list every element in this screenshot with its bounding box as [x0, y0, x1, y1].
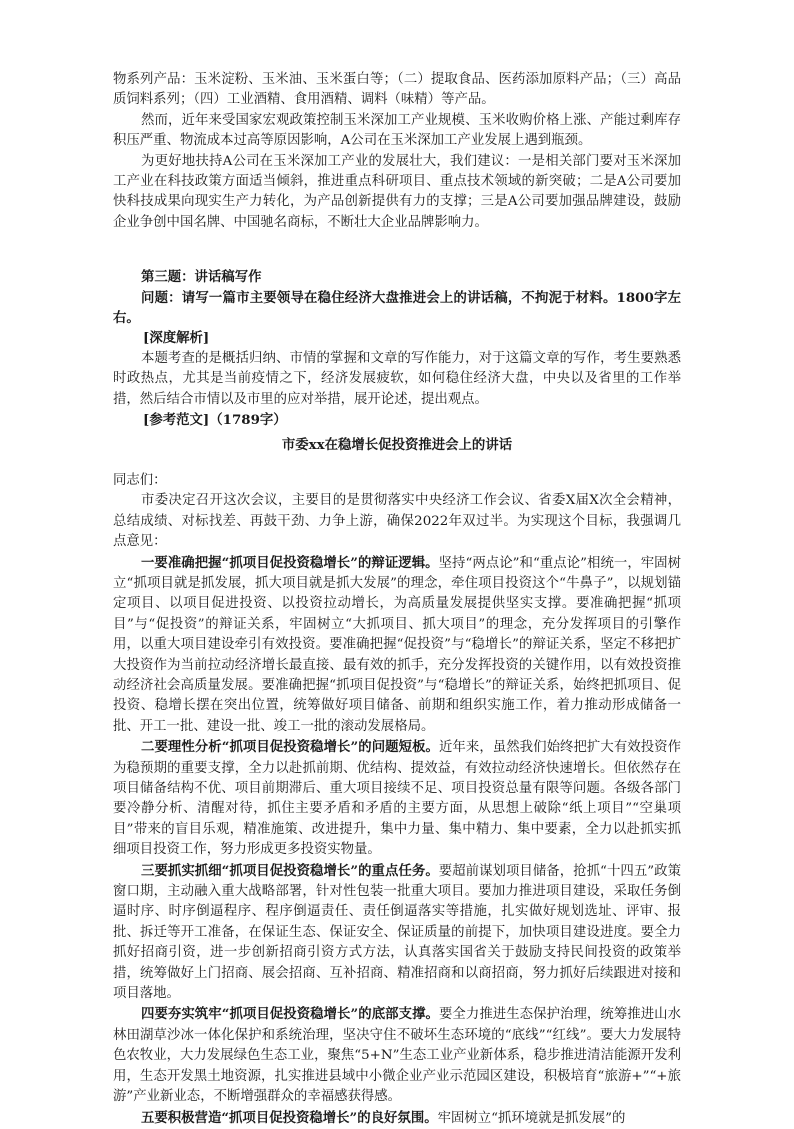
point-lead: 五要积极营造“抓项目促投资稳增长”的良好氛围。 — [141, 1109, 438, 1126]
document-body — [113, 70, 681, 1129]
intro-paragraph: 然而，近年来受国家宏观政策控制玉米深加工产业规模、玉米收购价格上涨、产能过剩库存积压严重、物流成本过高等原因影响，A公司在玉米深加工产业发展上遇到瓶颈。 — [113, 112, 681, 149]
analysis-label: [深度解析] — [143, 330, 210, 347]
point-paragraph — [113, 1004, 681, 1107]
point-body: 坚持“两点论”和“重点论”相统一，牢固树立“抓项目就是抓发展，抓大项目就是抓大发展”的理念，牵住项目投资这个“牛鼻子”，以规划锚定项目、以项目促进投资、以投资拉动增长，为高质量发展提供坚实支撑。要准确把握“抓项目”与“促投资”的辩证关系，牢固树立“大抓项目、抓大项目”的理念，充分发挥项目的引擎作用，以重大项目建设牵引有效投资。要准确把握“促投资”与“稳增长”的辩证关系，坚定不移把扩大投资作为当前拉动经济增长最直接、最有效的抓手，充分发挥投资的关键作用，以有效投资推动经济社会高质量发展。要准确把握“抓项目促投资”与“稳增长”的辩证关系，始终把抓项目、促投资、稳增长摆在突出位置，统筹做好项目储备、前期和组织实施工作，着力推动形成储备一批、开工一批、建设一批、竣工一批的滚动发展格局。 — [113, 555, 682, 734]
spacer — [113, 233, 681, 267]
point-lead: 二要理性分析“抓项目促投资稳增长”的问题短板。 — [141, 739, 439, 756]
point-paragraph — [113, 737, 681, 860]
intro-paragraph: 为更好地扶持A公司在玉米深加工产业的发展壮大，我们建议：一是相关部门要对玉米深加工产业在科技政策方面适当倾斜，推进重点科研项目、重点技术领域的新突破；二是A公司要加快科技成果向现实生产力转化，为产品创新提供有力的支撑；三是A公司要加强品牌建设，鼓励企业争创中国名牌、中国驰名商标，不断壮大企业品牌影响力。 — [113, 153, 681, 230]
point-lead: 一要准确把握“抓项目促投资稳增长”的辩证逻辑。 — [141, 554, 439, 571]
section-heading: 第三题：讲话稿写作 — [141, 269, 262, 286]
point-body: 牢固树立“抓环境就是抓发展”的 — [437, 1110, 626, 1126]
point-body: 近年来，虽然我们始终把扩大有效投资作为稳预期的重要支撑，全力以赴抓前期、优结构、提效益，有效拉动经济快速增长。但依然存在项目储备结构不优、项目前期滞后、重大项目接续不足、项目投资总量有限等问题。各级各部门要冷静分析、清醒对待，抓住主要矛盾和矛盾的主要方面，从思想上破除“纸上项目”“空巢项目”带来的盲目乐观，精准施策、改进提升，集中力量、集中精力、集中要素，全力以赴抓实抓细项目投资工作，努力形成更多投资实物量。 — [113, 740, 682, 858]
point-body: 要全力推进生态保护治理，统筹推进山水林田湖草沙冰一体化保护和系统治理，坚决守住不破坏生态环境的“底线”“红线”。要大力发展特色农牧业，大力发展绿色生态工业，聚焦“5+N”生态工业产业新体系，稳步推进清洁能源开发利用，生态开发黑土地资源，扎实推进县域中小微企业产业示范园区建设，积极培育“旅游+”“+旅游”产业新业态，不断增强群众的幸福感获得感。 — [113, 1007, 682, 1105]
intro-paragraph: 物系列产品：玉米淀粉、玉米油、玉米蛋白等；（二）提取食品、医药添加原料产品；（三）高品质饲料系列；（四）工业酒精、食用酒精、调料（味精）等产品。 — [113, 72, 681, 108]
sample-label: [参考范文]（1789字） — [143, 412, 287, 429]
salutation: 同志们： — [113, 472, 167, 488]
analysis-text: 本题考查的是概括归纳、市情的掌握和文章的写作能力，对于这篇文章的写作，考生要熟悉时政热点，尤其是当前疫情之下，经济发展疲软，如何稳住经济大盘，中央以及省里的工作举措，然后结合市情以及市里的应对举措，展开论述，提出观点。 — [113, 350, 681, 407]
point-body: 要超前谋划项目储备，抢抓“十四五”政策窗口期，主动融入重大战略部署，针对性包装一批重大项目。要加力推进项目建设，采取任务倒逼时序、时序倒逼程序、程序倒逼责任、责任倒逼落实等措施，扎实做好规划选址、评审、报批、拆迁等开工准备，在保证生态、保证安全、保证质量的前提下，加快项目建设进度。要全力抓好招商引资，进一步创新招商引资方式方法，认真落实国省关于鼓励支持民间投资的政策举措，统筹做好上门招商、展会招商、互补招商、精准招商和以商招商，努力抓好后续跟进对接和项目落地。 — [113, 863, 681, 1002]
point-paragraph — [113, 553, 681, 738]
speech-title: 市委xx在稳增长促投资推进会上的讲话 — [281, 436, 513, 453]
point-lead: 三要抓实抓细“抓项目促投资稳增长”的重点任务。 — [141, 862, 439, 879]
spacer — [113, 455, 681, 471]
point-paragraph — [113, 1108, 681, 1129]
point-lead: 四要夯实筑牢“抓项目促投资稳增长”的底部支撑。 — [141, 1006, 439, 1023]
question-text: 问题：请写一篇市主要领导在稳住经济大盘推进会上的讲话稿，不拘泥于材料。1800字左右。 — [113, 289, 681, 327]
opening-paragraph: 市委决定召开这次会议，主要目的是贯彻落实中央经济工作会议、省委X届X次全会精神，总结成绩、对标找差、再鼓干劲、力争上游，确保2022年双过半。为实现这个目标，我强调几点意见： — [113, 493, 681, 550]
point-paragraph — [113, 861, 681, 1005]
